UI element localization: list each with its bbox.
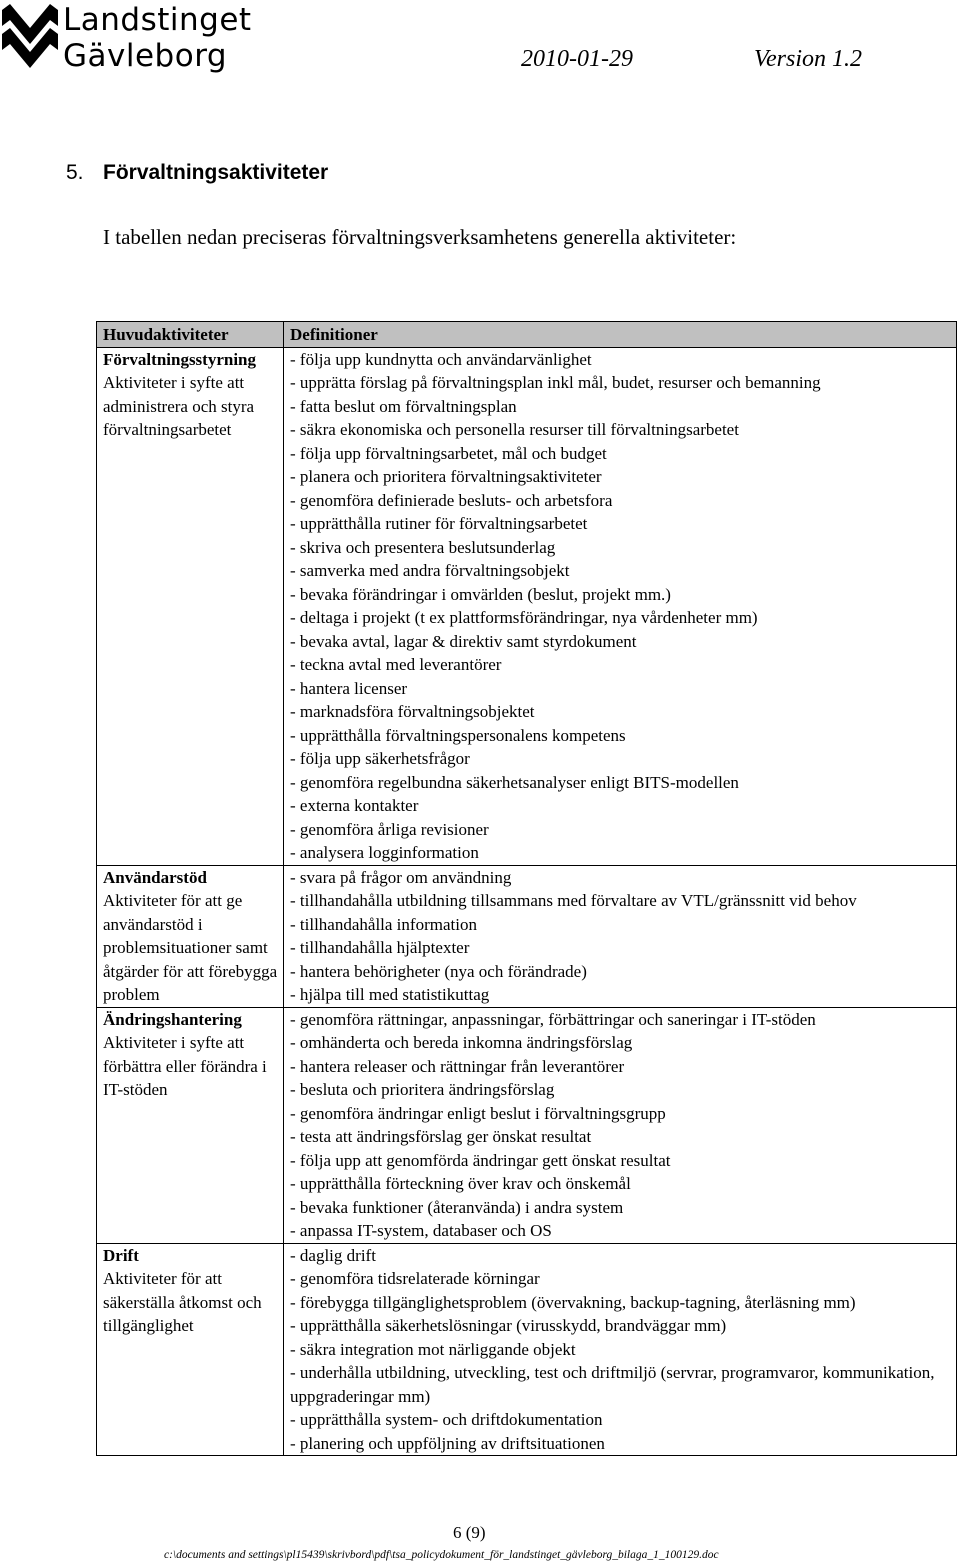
header-date: 2010-01-29 — [521, 46, 633, 72]
definition-item: - förebygga tillgänglighetsproblem (övervakning, backup-tagning, återläsning mm) — [290, 1292, 856, 1312]
definition-item: - följa upp kundnytta och användarvänlighet — [290, 349, 592, 369]
file-path: c:\documents and settings\pl15439\skrivbord\pdf\tsa_policydokument_för_landstinget_gävleborg_bilaga_1_100129.doc — [164, 1549, 719, 1561]
activity-name: Förvaltningsstyrning — [103, 349, 257, 369]
definition-item: - daglig drift — [290, 1245, 376, 1265]
definition-cell — [284, 347, 957, 865]
definition-item: - genomföra ändringar enligt beslut i förvaltningsgrupp — [290, 1103, 666, 1123]
header-version: Version 1.2 — [754, 46, 862, 72]
definition-cell — [284, 1007, 957, 1243]
activity-description: Aktiviteter i syfte att administrera och styra förvaltningsarbetet — [103, 373, 255, 439]
activity-name: Ändringshantering — [103, 1009, 242, 1029]
activity-cell — [97, 1007, 284, 1243]
activity-description: Aktiviteter i syfte att förbättra eller förändra i IT-stöden — [103, 1033, 267, 1099]
definition-item: - tillhandahålla hjälptexter — [290, 938, 470, 957]
section-title: Förvaltningsaktiviteter — [103, 161, 329, 184]
activity-description: Aktiviteter för att ge användarstöd i problemsituationer samt åtgärder för att förebygga problem — [103, 891, 278, 1004]
definition-item: - tillhandahålla utbildning tillsammans med förvaltare av VTL/gränssnitt vid behov — [290, 891, 857, 910]
definition-item: - underhålla utbildning, utveckling, test och driftmiljö (servrar, programvaror, kommunikation, uppgraderingar mm) — [290, 1363, 935, 1406]
definition-item: - anpassa IT-system, databaser och OS — [290, 1221, 552, 1240]
definition-item: - säkra integration mot närliggande objekt — [290, 1339, 576, 1359]
landstinget-logo — [0, 0, 250, 84]
activity-cell — [97, 1243, 284, 1456]
activities-table — [96, 321, 957, 1456]
section-heading — [66, 156, 328, 190]
table-row — [97, 347, 957, 865]
definition-item: - genomföra regelbundna säkerhetsanalyser enligt BITS-modellen — [290, 772, 739, 792]
definition-item: - bevaka förändringar i omvärlden (beslut, projekt mm.) — [290, 584, 671, 604]
definition-item: - analysera logginformation — [290, 843, 479, 862]
definition-item: - deltaga i projekt (t ex plattformsförändringar, nya vårdenheter mm) — [290, 608, 758, 627]
definition-item: - samverka med andra förvaltningsobjekt — [290, 561, 570, 580]
definition-item: - teckna avtal med leverantörer — [290, 655, 502, 674]
page-number: 6 (9) — [453, 1523, 486, 1542]
intro-paragraph: I tabellen nedan preciseras förvaltningsverksamhetens generella aktiviteter: — [103, 225, 737, 249]
definition-item: - bevaka avtal, lagar & direktiv samt styrdokument — [290, 631, 637, 651]
definition-item: - upprätthålla rutiner för förvaltningsarbetet — [290, 514, 588, 533]
definition-item: - hantera licenser — [290, 678, 408, 698]
definition-item: - upprätthålla system- och driftdokumentation — [290, 1410, 603, 1429]
definition-item: - fatta beslut om förvaltningsplan — [290, 396, 517, 416]
activity-cell — [97, 865, 284, 1007]
definition-item: - planering och uppföljning av driftsituationen — [290, 1433, 605, 1453]
definition-item: - säkra ekonomiska och personella resurser till förvaltningsarbetet — [290, 420, 739, 439]
logo-text-line1: Landstinget — [63, 2, 252, 38]
table-header-row — [97, 322, 957, 348]
definition-item: - hjälpa till med statistikuttag — [290, 985, 490, 1004]
definition-item: - genomföra tidsrelaterade körningar — [290, 1269, 540, 1288]
header-definitioner: Definitioner — [284, 322, 957, 348]
activity-description: Aktiviteter för att säkerställa åtkomst och tillgänglighet — [103, 1269, 262, 1335]
definition-item: - svara på frågor om användning — [290, 867, 512, 887]
definition-list — [290, 1008, 952, 1243]
definition-item: - genomföra definierade besluts- och arbetsfora — [290, 490, 613, 510]
definition-item: - planera och prioritera förvaltningsaktiviteter — [290, 467, 602, 486]
definition-item: - följa upp förvaltningsarbetet, mål och budget — [290, 443, 607, 463]
definition-item: - genomföra rättningar, anpassningar, förbättringar och saneringar i IT-stöden — [290, 1009, 816, 1029]
activity-name: Användarstöd — [103, 867, 207, 887]
definition-list — [290, 866, 952, 1007]
activity-cell — [97, 347, 284, 865]
definition-item: - följa upp säkerhetsfrågor — [290, 749, 470, 768]
definition-item: - upprätta förslag på förvaltningsplan inkl mål, budet, resurser och bemanning — [290, 373, 821, 392]
definition-list — [290, 348, 952, 865]
table-row — [97, 1243, 957, 1456]
definition-item: - omhänderta och bereda inkomna ändringsförslag — [290, 1033, 633, 1052]
section-number: 5. — [66, 161, 84, 184]
header-huvudaktiviteter: Huvudaktiviteter — [97, 322, 284, 348]
landstinget-logo-icon — [0, 0, 60, 80]
definition-item: - hantera releaser och rättningar från leverantörer — [290, 1056, 625, 1076]
activity-name: Drift — [103, 1245, 139, 1265]
definition-item: - externa kontakter — [290, 796, 419, 815]
definition-item: - skriva och presentera beslutsunderlag — [290, 537, 556, 557]
table-row — [97, 1007, 957, 1243]
definition-cell — [284, 1243, 957, 1456]
table-row — [97, 865, 957, 1007]
definition-item: - bevaka funktioner (återanvända) i andra system — [290, 1197, 624, 1217]
definition-item: - upprätthålla förvaltningspersonalens kompetens — [290, 725, 626, 745]
definition-list — [290, 1244, 952, 1456]
definition-item: - besluta och prioritera ändringsförslag — [290, 1080, 555, 1099]
definition-item: - genomföra årliga revisioner — [290, 819, 489, 839]
logo-text-line2: Gävleborg — [63, 38, 228, 74]
definition-cell — [284, 865, 957, 1007]
definition-item: - hantera behörigheter (nya och förändrade) — [290, 961, 587, 981]
definition-item: - upprätthålla säkerhetslösningar (virusskydd, brandväggar mm) — [290, 1316, 727, 1335]
definition-item: - upprätthålla förteckning över krav och önskemål — [290, 1174, 631, 1193]
definition-item: - följa upp att genomförda ändringar gett önskat resultat — [290, 1150, 671, 1170]
definition-item: - tillhandahålla information — [290, 914, 477, 934]
definition-item: - testa att ändringsförslag ger önskat resultat — [290, 1127, 592, 1146]
definition-item: - marknadsföra förvaltningsobjektet — [290, 702, 535, 721]
